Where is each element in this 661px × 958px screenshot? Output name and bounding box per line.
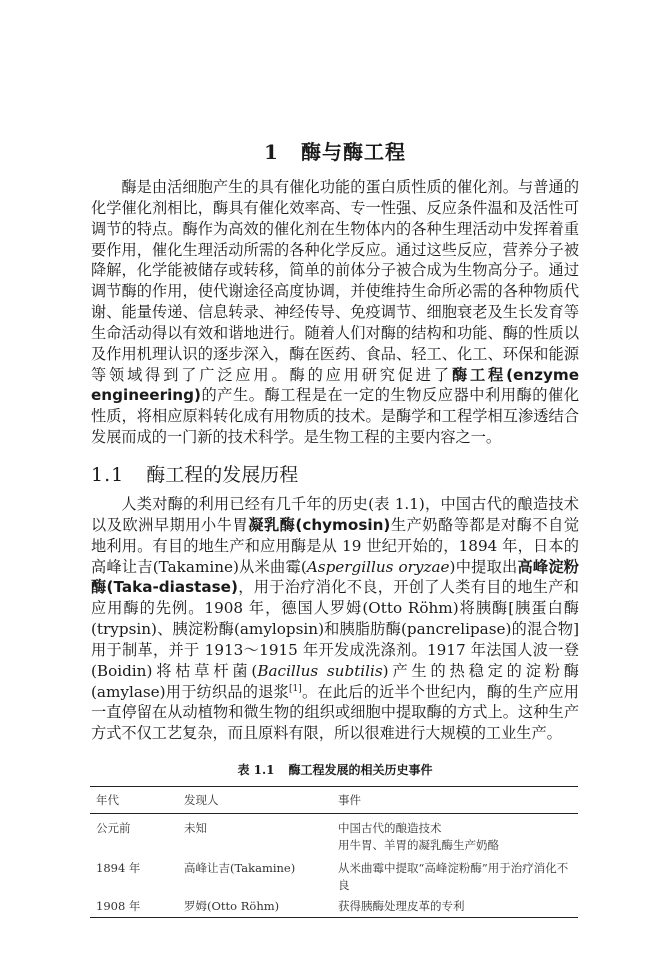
header-event: 事件 xyxy=(338,793,361,808)
header-discoverer: 发现人 xyxy=(184,793,219,808)
cell-discoverer: 高峰让吉(Takamine) xyxy=(184,861,296,876)
header-year: 年代 xyxy=(96,793,119,808)
intro-paragraph xyxy=(91,177,579,448)
species-aspergillus: Aspergillus oryzae xyxy=(306,557,450,576)
cell-event xyxy=(332,896,578,918)
chapter-number: 1 xyxy=(264,140,279,164)
table-row xyxy=(90,858,578,896)
cell-year: 1894 年 xyxy=(96,861,141,876)
table-caption xyxy=(91,762,579,778)
event-line: 用牛胃、羊胃的凝乳酶生产奶酪 xyxy=(338,838,499,853)
citation-link[interactable]: [1] xyxy=(289,683,302,694)
key-term-taka-diastase: 高峰淀粉酶(Taka-diastase) xyxy=(91,557,579,597)
cell-discoverer: 未知 xyxy=(184,821,207,836)
history-table xyxy=(90,786,578,918)
history-paragraph xyxy=(91,494,579,744)
key-term-enzyme-engineering: 酶工程(enzyme engineering) xyxy=(91,365,579,405)
cell-year: 1908 年 xyxy=(96,899,141,914)
event-line: 中国古代的酿造技术 xyxy=(338,821,442,836)
history-text-4: ，用于治疗消化不良，开创了人类有目的地生产和应用酶的先例。1908 年，德国人罗姆(Otto Röhm)将胰酶[胰蛋白酶(trypsin)、胰淀粉酶(amylopsin)和胰脂肪酶(pancrelipase)的混合物]用于制革，并于 1913～1915 年开发成洗涤剂。1917 年法国人波一登(Boidin)将枯草杆菌( xyxy=(91,578,579,680)
table-row xyxy=(90,896,578,918)
chapter-title xyxy=(91,139,579,165)
cell-event xyxy=(332,858,578,896)
table-header-row xyxy=(90,787,578,814)
intro-text-2: 的产生。酶工程是在一定的生物反应器中利用酶的催化性质，将相应原料转化成有用物质的技术。是酶学和工程学相互渗透结合发展而成的一门新的技术科学。是生物工程的主要内容之一。 xyxy=(91,386,579,447)
history-text-1: 人类对酶的利用已经有几千年的历史(表 1.1)，中国古代的酿造技术以及欧洲早期用小牛胃 xyxy=(91,494,579,534)
history-text-5: )产生的热稳定的淀粉酶(amylase)用于纺织品的退浆 xyxy=(91,661,579,701)
section-title: 酶工程的发展历程 xyxy=(146,463,299,486)
event-line: 获得胰酶处理皮革的专利 xyxy=(338,899,465,914)
cell-discoverer: 罗姆(Otto Röhm) xyxy=(184,899,280,914)
history-text-2: 生产奶酪等都是对酶不自觉地利用。有目的地生产和应用酶是从 19 世纪开始的，1894 年，日本的高峰让吉(Takamine)从米曲霉( xyxy=(91,515,580,576)
key-term-chymosin: 凝乳酶(chymosin) xyxy=(248,515,391,534)
cell-event xyxy=(332,814,578,859)
cell-year: 公元前 xyxy=(96,821,131,836)
chapter-title-text: 酶与酶工程 xyxy=(300,140,406,164)
table-row xyxy=(90,814,578,859)
history-text-3: )中提取出 xyxy=(449,557,518,576)
table-caption-number: 表 1.1 xyxy=(237,763,275,778)
document-page xyxy=(91,0,579,958)
history-text-6: 。在此后的近半个世纪内，酶的生产应用一直停留在从动植物和微生物的组织或细胞中提取酶的方式上。这种生产方式不仅工艺复杂，而且原料有限，所以很难进行大规模的工业生产。 xyxy=(91,682,579,743)
table-caption-title: 酶工程发展的相关历史事件 xyxy=(288,763,433,778)
event-line: 从米曲霉中提取“高峰淀粉酶”用于治疗消化不良 xyxy=(338,861,569,893)
section-number: 1.1 xyxy=(91,463,125,486)
intro-text-1: 酶是由活细胞产生的具有催化功能的蛋白质性质的催化剂。与普通的化学催化剂相比，酶具有催化效率高、专一性强、反应条件温和及活性可调节的特点。酶作为高效的催化剂在生物体内的各种生理活动中发挥着重要作用，催化生理活动所需的各种化学反应。通过这些反应，营养分子被降解，化学能被储存或转移，简单的前体分子被合成为生物高分子。通过调节酶的作用，使代谢途径高度协调，并使维持生命所必需的各种物质代谢、能量传递、信息转录、神经传导、免疫调节、细胞衰老及生长发育等生命活动得以有效和谐地进行。随着人们对酶的结构和功能、酶的性质以及作用机理认识的逐步深入，酶在医药、食品、轻工、化工、环保和能源等领域得到了广泛应用。酶的应用研究促进了 xyxy=(91,178,579,384)
section-heading xyxy=(91,462,579,488)
species-bacillus: Bacillus subtilis xyxy=(257,661,383,680)
